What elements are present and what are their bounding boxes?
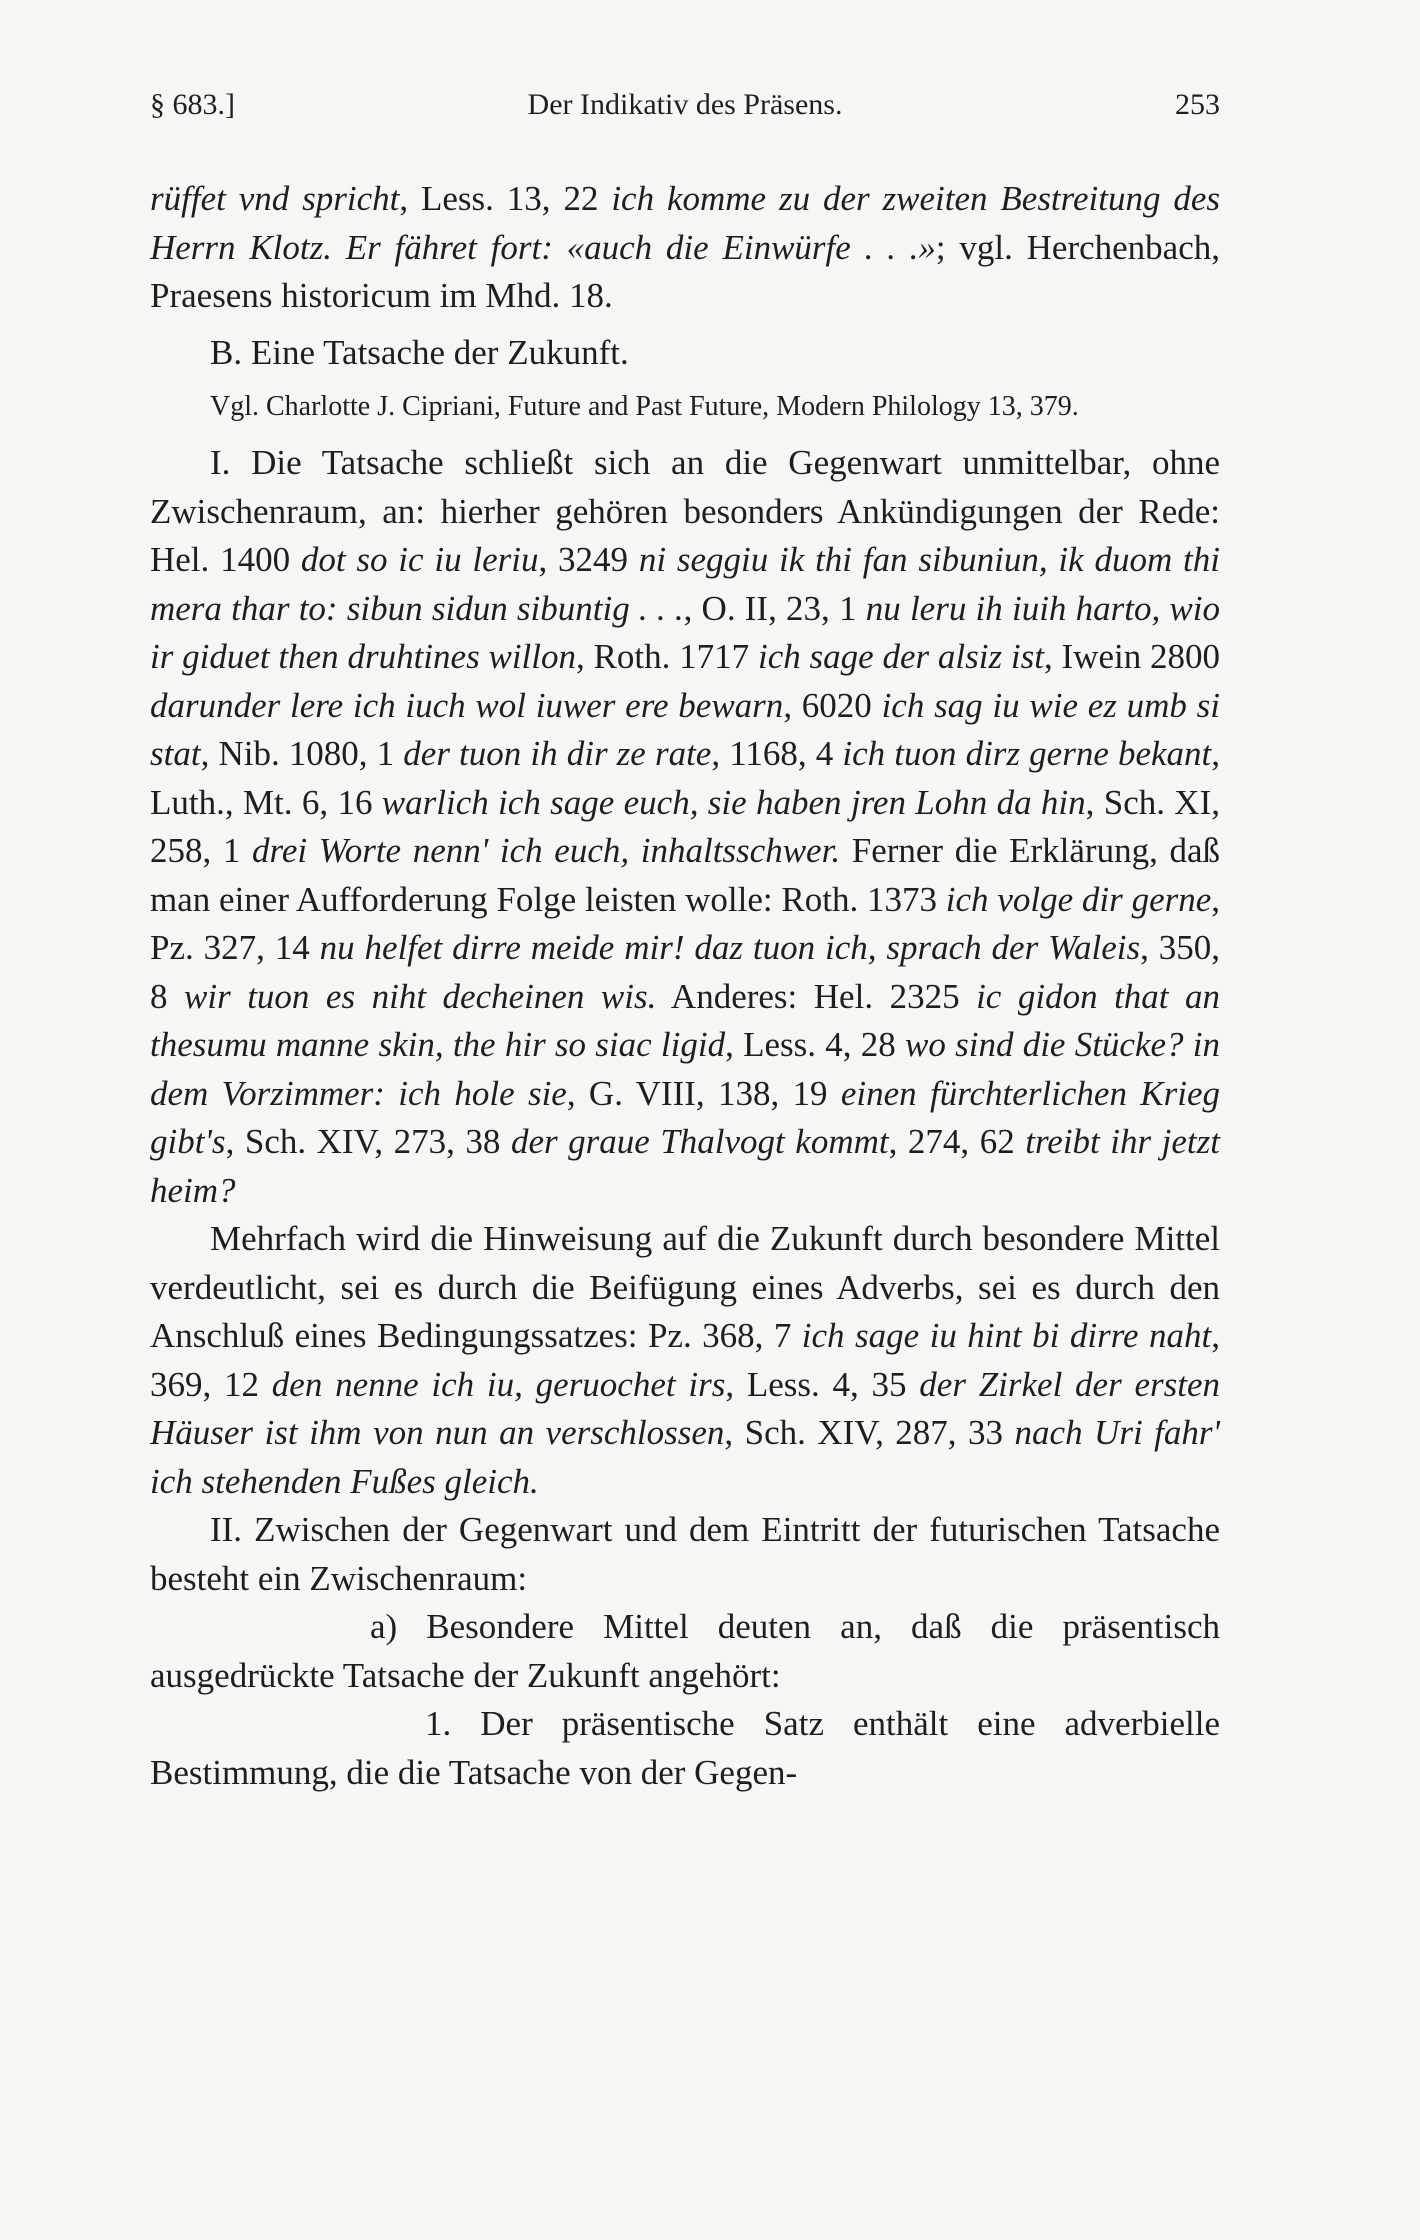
- section-reference: § 683.]: [150, 88, 235, 121]
- citation-quote: ich sage iu hint bi dirre naht: [801, 1316, 1212, 1355]
- text-run: , G. VIII, 138, 19: [566, 1073, 841, 1113]
- text-run: Mehrfach wird die Hinweisung auf die Zukunft durch besondere Mittel verdeutlicht, sei es durch die Beifügung eines Adverbs, sei es durch den Anschluß eines Bedingungssatzes: Pz. 368, 7: [150, 1219, 1220, 1355]
- text-run: , Sch. XIV, 287, 33: [724, 1413, 1015, 1452]
- text-run: , Roth. 1717: [576, 637, 758, 676]
- text-run: 1. Der präsentische Satz enthält eine adverbielle Bestimmung, die die Tatsache von der Gegen-: [150, 1704, 1220, 1792]
- citation-quote: der Zirkel der ersten Häuser ist ihm von nun an verschlossen: [150, 1364, 1221, 1452]
- citation-quote: ich sage der alsiz ist: [757, 637, 1044, 676]
- paragraph: [150, 1506, 1220, 1603]
- text-run: , 6020: [783, 685, 882, 725]
- running-header: [150, 88, 1220, 138]
- citation-quote: einen fürchterlichen Krieg gibt's: [150, 1073, 1221, 1161]
- text-run: , Less. 4, 28: [725, 1025, 906, 1064]
- text-run: , Less. 13, 22: [399, 179, 612, 218]
- text-run: , 350, 8: [150, 928, 1221, 1016]
- text-run: , Less. 4, 35: [725, 1364, 920, 1404]
- citation-quote: ich volge dir gerne: [945, 879, 1212, 919]
- page-number: 253: [1175, 88, 1220, 121]
- text-run: , O. II, 23, 1: [683, 588, 866, 628]
- text-run: , 369, 12: [150, 1316, 1220, 1404]
- text-run: B. Eine Tatsache der Zukunft.: [210, 332, 629, 372]
- paragraph: [150, 1603, 1220, 1700]
- text-run: , 274, 62: [888, 1122, 1026, 1161]
- citation-quote: der tuon ih dir ze rate: [403, 734, 712, 773]
- text-run: ; vgl. Herchenbach, Praesens historicum im Mhd. 18.: [150, 227, 1220, 315]
- text-run: , 3249: [538, 540, 639, 579]
- paragraph: [150, 1215, 1220, 1506]
- text-run: , 1168, 4: [711, 734, 843, 773]
- text-run: , Sch. XI, 258, 1: [150, 782, 1220, 870]
- citation-quote: ni seggiu ik thi fan sibuniun, ik duom thi mera thar to: sibun sidun sibuntig . . .: [150, 540, 1221, 628]
- text-run: I. Die Tatsache schließt sich an die Gegenwart unmittelbar, ohne Zwischenraum, an: hierher gehören besonders Ankündigungen der Rede: Hel. 1400: [150, 443, 1220, 579]
- text-run: , Iwein 2800: [1043, 637, 1221, 676]
- paragraph: [150, 1700, 1220, 1797]
- citation-quote: den nenne ich iu, geruochet irs: [271, 1364, 726, 1404]
- citation-quote: rüffet vnd spricht: [150, 179, 400, 218]
- paragraph: [150, 175, 1220, 321]
- text-run: , Luth., Mt. 6, 16: [150, 734, 1221, 822]
- text-run: , Sch. XIV, 273, 38: [225, 1122, 511, 1161]
- text-run: Vgl. Charlotte J. Cipriani, Future and Past Future, Modern Philology 13, 379.: [210, 391, 1079, 422]
- text-run: , Pz. 327, 14: [150, 879, 1221, 967]
- citation-quote: dot so ic iu leriu: [300, 540, 539, 579]
- citation-quote: ich komme zu der zweiten Bestreitung des Herrn Klotz. Er fähret fort: «auch die Einwürfe . . .»: [150, 179, 1221, 267]
- citation-quote: drei Worte nenn' ich euch, inhaltsschwer.: [252, 831, 841, 870]
- bibliography-note: [150, 387, 1220, 427]
- citation-quote: nu helfet dirre meide mir! daz tuon ich, sprach der Waleis: [319, 928, 1141, 967]
- citation-quote: darunder lere ich iuch wol iuwer ere bewarn: [150, 685, 784, 725]
- citation-quote: treibt ihr jetzt heim?: [150, 1122, 1221, 1210]
- citation-quote: ich sag iu wie ez umb si stat: [150, 685, 1221, 773]
- text-run: Anderes: Hel. 2325: [656, 976, 977, 1016]
- text-run: a) Besondere Mittel deuten an, daß die präsentisch ausgedrückte Tatsache der Zukunft angehört:: [150, 1607, 1220, 1695]
- text-run: II. Zwischen der Gegenwart und dem Eintritt der futurischen Tatsache besteht ein Zwischenraum:: [150, 1510, 1220, 1598]
- citation-quote: wir tuon es niht decheinen wis.: [184, 976, 657, 1016]
- citation-quote: der graue Thalvogt kommt: [510, 1122, 889, 1161]
- citation-quote: nu leru ih iuih harto, wio ir giduet then druhtines willon: [150, 588, 1221, 676]
- running-title: Der Indikativ des Präsens.: [527, 88, 843, 121]
- citation-quote: wo sind die Stücke? in dem Vorzimmer: ich hole sie: [150, 1025, 1221, 1113]
- paragraph: [150, 439, 1220, 1215]
- citation-quote: ic gidon that an thesumu manne skin, the hir so siac ligid: [150, 976, 1221, 1064]
- citation-quote: warlich ich sage euch, sie haben jren Lohn da hin: [381, 782, 1086, 822]
- citation-quote: nach Uri fahr' ich stehenden Fußes gleich.: [150, 1413, 1220, 1501]
- text-run: , Nib. 1080, 1: [200, 734, 404, 773]
- text-run: Ferner die Erklärung, daß man einer Aufforderung Folge leisten wolle: Roth. 1373: [150, 831, 1221, 919]
- page-body: [150, 175, 1220, 1797]
- citation-quote: ich tuon dirz gerne bekant: [842, 734, 1212, 773]
- section-heading: [150, 329, 1220, 378]
